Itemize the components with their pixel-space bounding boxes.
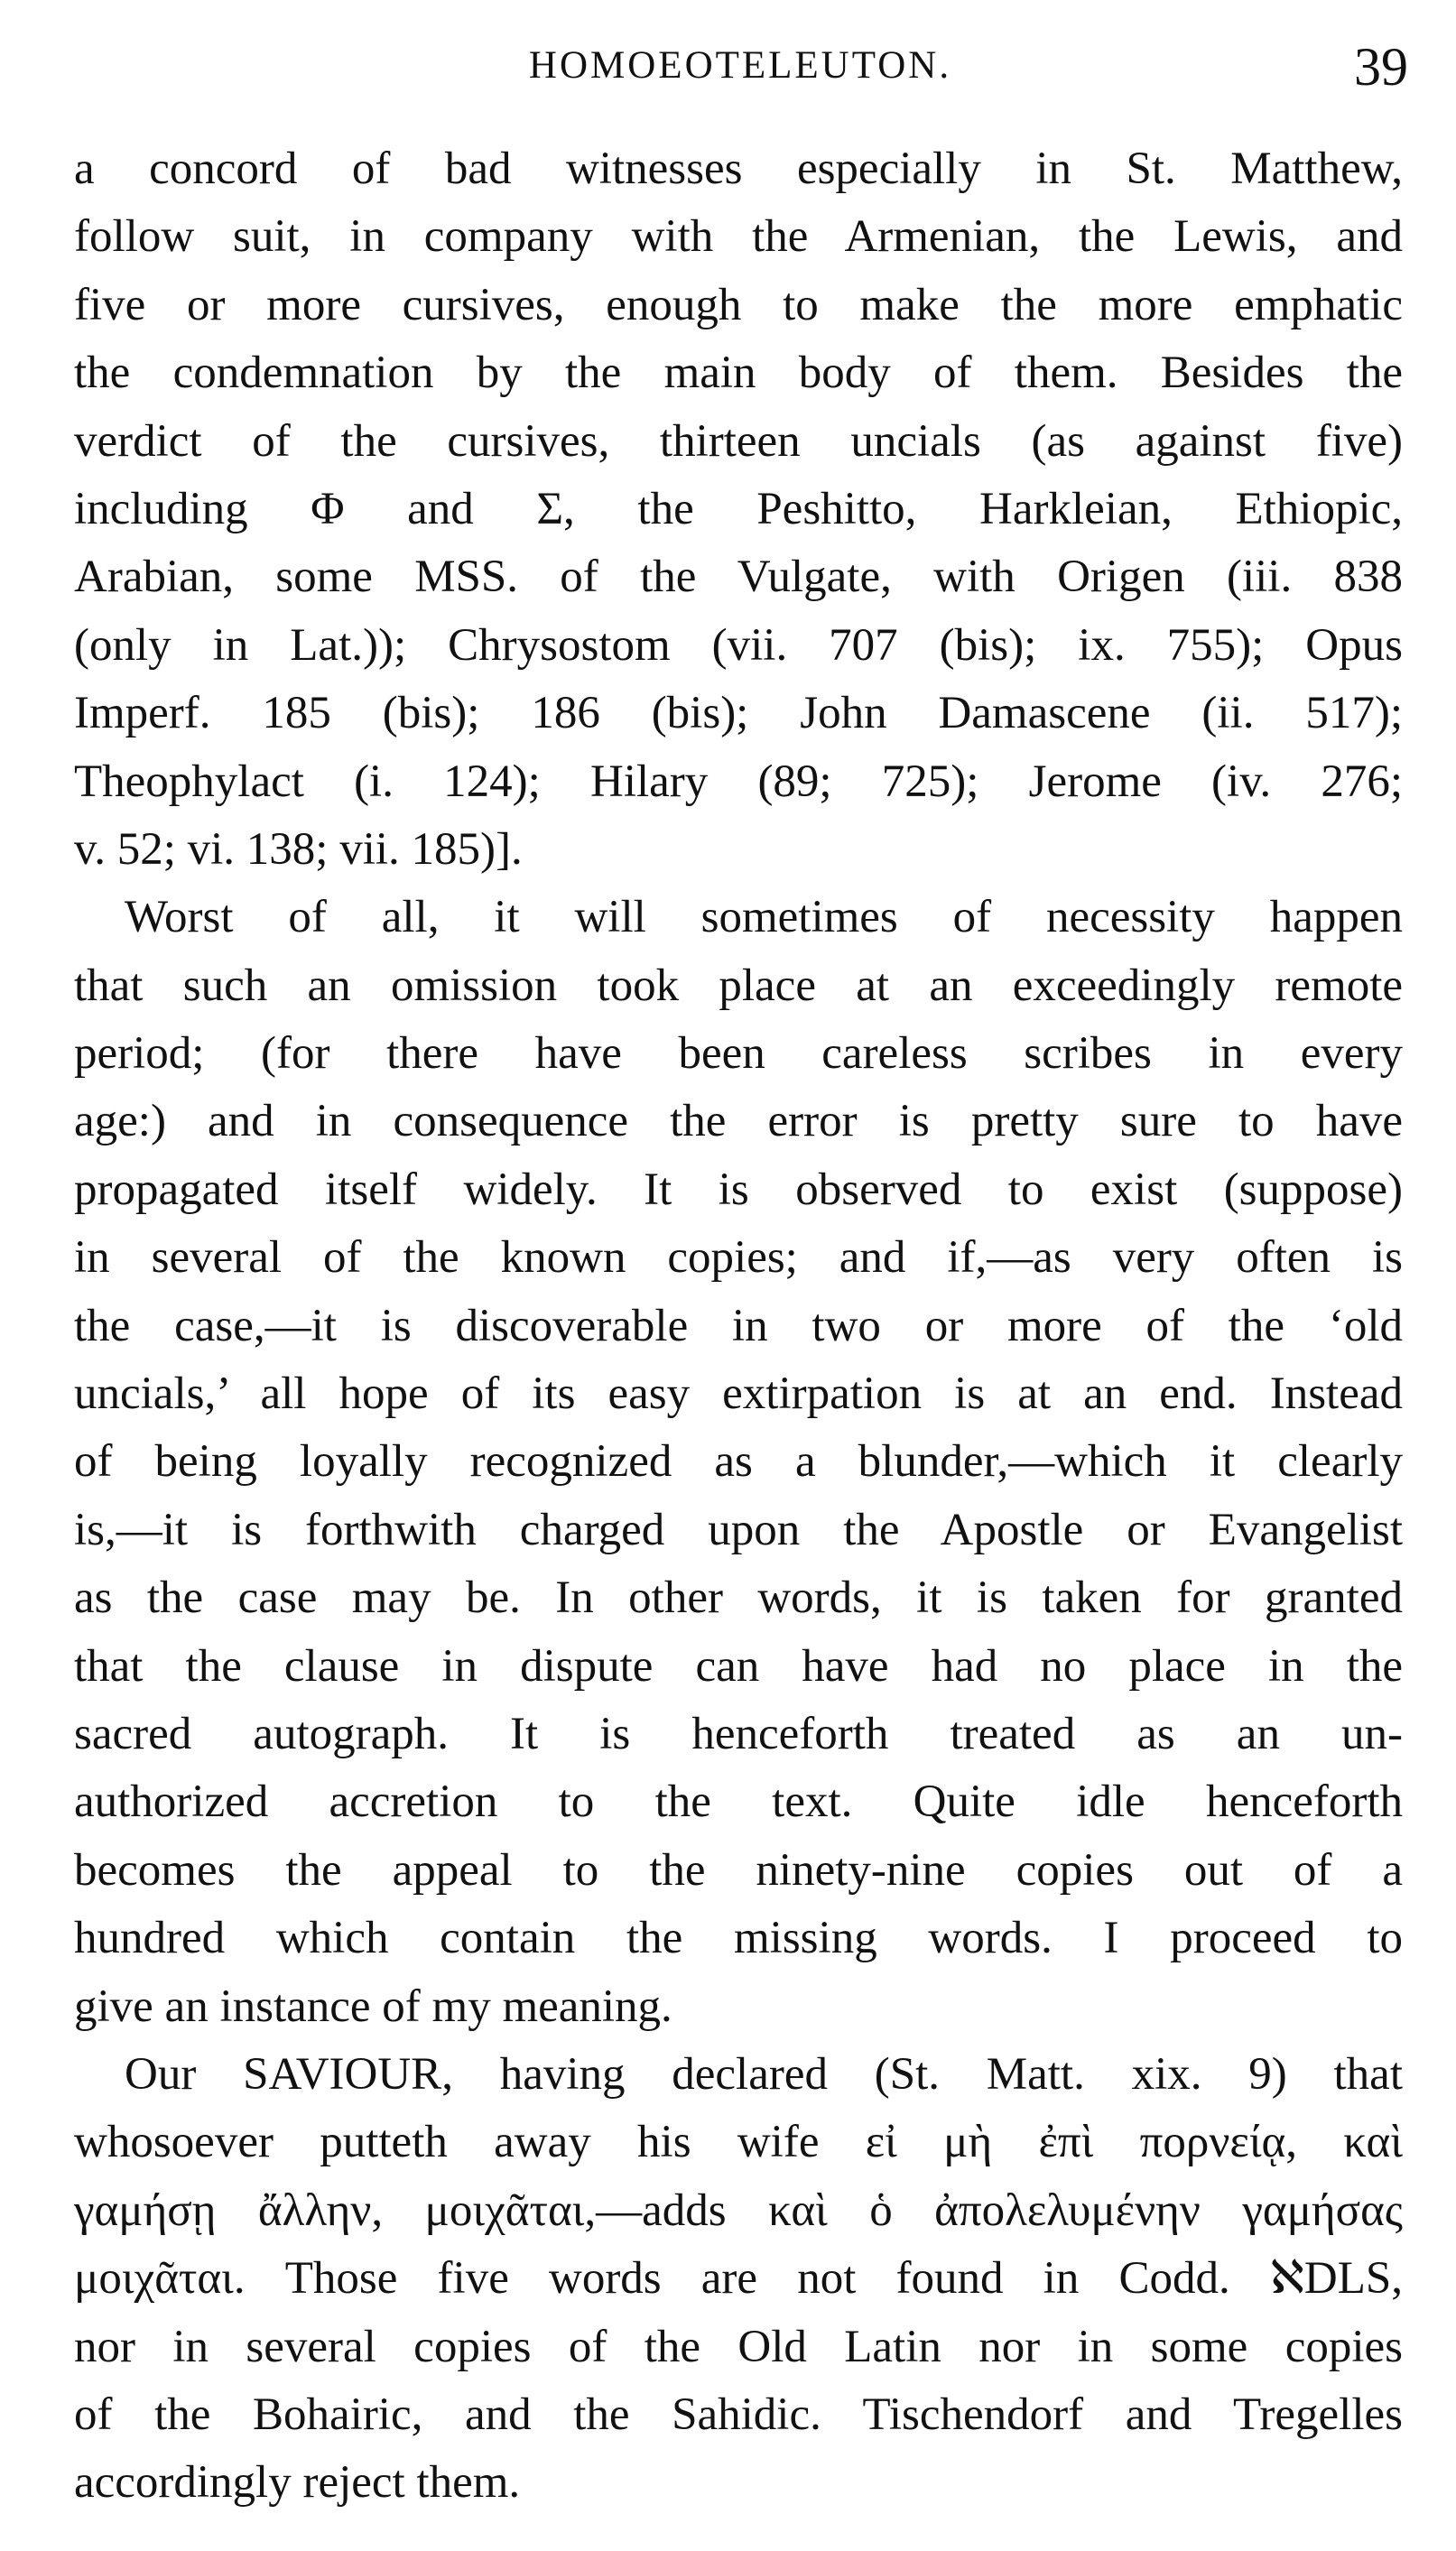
text-line: in several of the known copies; and if,—as very often is (74, 1232, 1403, 1284)
text-line: that such an omission took place at an exceedingly remote (74, 960, 1403, 1011)
text-line: whosoever putteth away his wife εἰ μὴ ἐπὶ πορνείᾳ, καὶ (74, 2117, 1403, 2168)
text-line: Arabian, some MSS. of the Vulgate, with Origen (iii. 838 (74, 552, 1403, 603)
text-line: Theophylact (i. 124); Hilary (89; 725); Jerome (iv. 276; (74, 756, 1403, 807)
running-head (72, 36, 1408, 99)
text-line: authorized accretion to the text. Quite idle henceforth (74, 1776, 1403, 1828)
text-line: follow suit, in company with the Armenian, the Lewis, and (74, 211, 1403, 263)
text-line: Imperf. 185 (bis); 186 (bis); John Damascene (ii. 517); (74, 688, 1403, 739)
text-line: give an instance of my meaning. (74, 1981, 672, 2032)
text-line: the condemnation by the main body of them. Besides the (74, 348, 1403, 399)
text-line: five or more cursives, enough to make the more emphatic (74, 279, 1403, 330)
text-line: μοιχᾶται. Those five words are not found in Codd. ℵDLS, (74, 2253, 1403, 2305)
text-line: Our SAVIOUR, having declared (St. Matt. xix. 9) that (125, 2048, 1403, 2100)
text-line: Worst of all, it will sometimes of necessity happen (125, 892, 1403, 943)
text-line: nor in several copies of the Old Latin nor in some copies (74, 2321, 1403, 2372)
text-line: period; (for there have been careless scribes in every (74, 1028, 1403, 1080)
text-line: including Φ and Σ, the Peshitto, Harkleian, Ethiopic, (74, 483, 1403, 534)
text-line: γαμήσῃ ἄλλην, μοιχᾶται,—adds καὶ ὁ ἀπολελυμένην γαμήσας (74, 2185, 1403, 2236)
page-number: 39 (1354, 37, 1408, 97)
text-line: verdict of the cursives, thirteen uncials (as against five) (74, 415, 1403, 467)
text-line: accordingly reject them. (74, 2457, 521, 2509)
text-line: that the clause in dispute can have had no place in the (74, 1640, 1403, 1692)
body-text (74, 135, 1403, 2518)
text-line: v. 52; vi. 138; vii. 185)]. (74, 823, 523, 875)
text-line: a concord of bad witnesses especially in St. Matthew, (74, 144, 1403, 194)
text-line: of being loyally recognized as a blunder,—which it clearly (74, 1436, 1403, 1488)
text-line: age:) and in consequence the error is pretty sure to have (74, 1096, 1403, 1147)
text-line: is,—it is forthwith charged upon the Apostle or Evangelist (74, 1504, 1403, 1555)
text-line: of the Bohairic, and the Sahidic. Tischendorf and Tregelles (74, 2389, 1403, 2440)
text-line: as the case may be. In other words, it is taken for granted (74, 1572, 1403, 1624)
text-line: becomes the appeal to the ninety-nine copies out of a (74, 1844, 1403, 1896)
text-line: the case,—it is discoverable in two or more of the ‘old (74, 1300, 1403, 1351)
text-line: sacred autograph. It is henceforth treated as an un- (74, 1708, 1403, 1759)
running-title: HOMOEOTELEUTON. (528, 44, 952, 87)
text-line: uncials,’ all hope of its easy extirpation is at an end. Instead (74, 1368, 1403, 1420)
text-line: hundred which contain the missing words. I proceed to (74, 1913, 1403, 1964)
text-line: propagated itself widely. It is observed to exist (suppose) (74, 1164, 1403, 1215)
text-line: (only in Lat.)); Chrysostom (vii. 707 (bis); ix. 755); Opus (74, 619, 1403, 671)
